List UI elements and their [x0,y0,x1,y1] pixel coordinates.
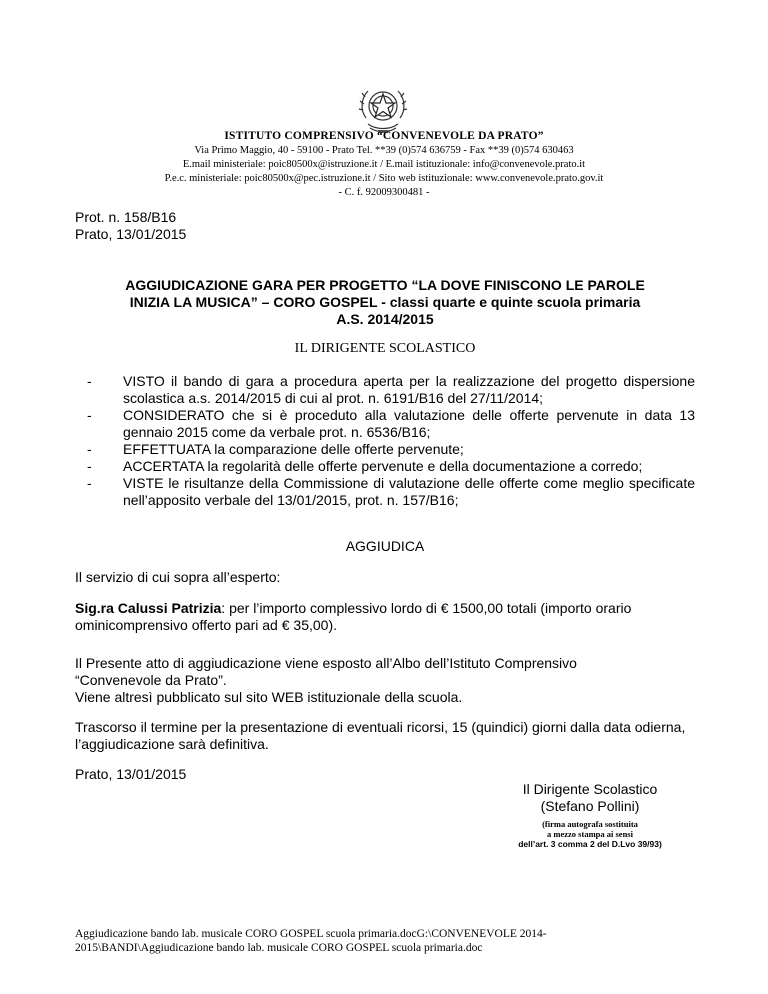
signature-note-2: a mezzo stampa ai sensi [547,829,633,839]
school-name: ISTITUTO COMPRENSIVO “CONVENEVOLE DA PRATO” [224,130,544,142]
school-address: Via Primo Maggio, 40 - 59100 - Prato Tel. **39 (0)574 636759 - Fax **39 (0)574 630463 [194,145,574,156]
list-item: - EFFETTUATA la comparazione delle offerte pervenute; [87,441,464,457]
protocol-date: Prato, 13/01/2015 [75,226,187,242]
protocol-block [75,209,186,243]
winner-paragraph [75,600,695,634]
protocol-number: Prot. n. 158/B16 [75,209,177,225]
list-marker: - [87,407,92,423]
list-item: - VISTO il bando di gara a procedura aperta per la realizzazione del progetto dispersione scolastica a.s. 2014/2015 di cui al prot. n. 6191/B16 del 27/11/2014; [87,373,695,406]
file-path-footer: Aggiudicazione bando lab. musicale CORO GOSPEL scuola primaria.docG:\CONVENEVOLE 2014- 2015\BANDI\Aggiudicazione bando lab. musicale CORO GOSPEL scuola primaria.doc [75,928,547,954]
considerations-list [75,373,695,509]
aggiudica-heading: AGGIUDICA [345,538,425,554]
service-paragraph: Il servizio di cui sopra all’esperto: [75,569,281,585]
list-item: - VISTE le risultanze della Commissione di valutazione delle offerte come meglio specificate nell’apposito verbale del 13/01/2015, prot. n. 157/B16; [87,475,695,508]
school-pec: P.e.c. ministeriale: poic80500x@pec.istruzione.it / Sito web istituzionale: www.convenevole.prato.gov.it [164,173,604,184]
title-line-3: A.S. 2014/2015 [336,311,434,327]
school-fiscal-code: - C. f. 92009300481 - [338,187,430,198]
school-emails: E.mail ministeriale: poic80500x@istruzione.it / E.mail istituzionale: info@convenevole.prato.it [182,159,586,170]
winner-details: : per l’importo complessivo lordo di € 1500,00 totali (importo orario ominicomprensivo offerto pari ad € 35,00). [75,600,632,633]
list-marker: - [87,475,92,491]
title-line-1: AGGIUDICAZIONE GARA PER PROGETTO “LA DOVE FINISCONO LE PAROLE [125,277,645,293]
dirigente-heading: IL DIRIGENTE SCOLASTICO [294,341,476,356]
list-item: - CONSIDERATO che si è proceduto alla valutazione delle offerte pervenute in data 13 gennaio 2015 come da verbale prot. n. 6536/B16; [87,407,695,440]
list-marker: - [87,441,92,457]
signature-note-3: dell’art. 3 comma 2 del D.Lvo 39/93) [518,839,662,849]
closing-place-date: Prato, 13/01/2015 [75,766,187,782]
signature-note-1: (firma autografa sostituita [542,819,638,829]
signature-role: Il Dirigente Scolastico [522,781,658,797]
school-header [0,128,768,200]
signature-name: (Stefano Pollini) [540,798,640,814]
list-marker: - [87,458,92,474]
document-title [75,277,695,328]
albo-paragraph: Il Presente atto di aggiudicazione viene esposto all’Albo dell’Istituto Comprensivo “Convenevole da Prato”. Viene altresì pubblicato sul sito WEB istituzionale della scuola. [75,655,577,705]
list-marker: - [87,373,92,389]
ricorsi-paragraph: Trascorso il termine per la presentazione di eventuali ricorsi, 15 (quindici) giorni dalla data odierna, l’aggiudicazione sarà definitiva. [75,719,686,752]
list-item: - ACCERTATA la regolarità delle offerte pervenute e della documentazione a corredo; [87,458,643,474]
winner-name: Sig.ra Calussi Patrizia [75,600,222,616]
title-line-2: INIZIA LA MUSICA” – CORO GOSPEL - classi quarte e quinte scuola primaria [129,294,641,310]
